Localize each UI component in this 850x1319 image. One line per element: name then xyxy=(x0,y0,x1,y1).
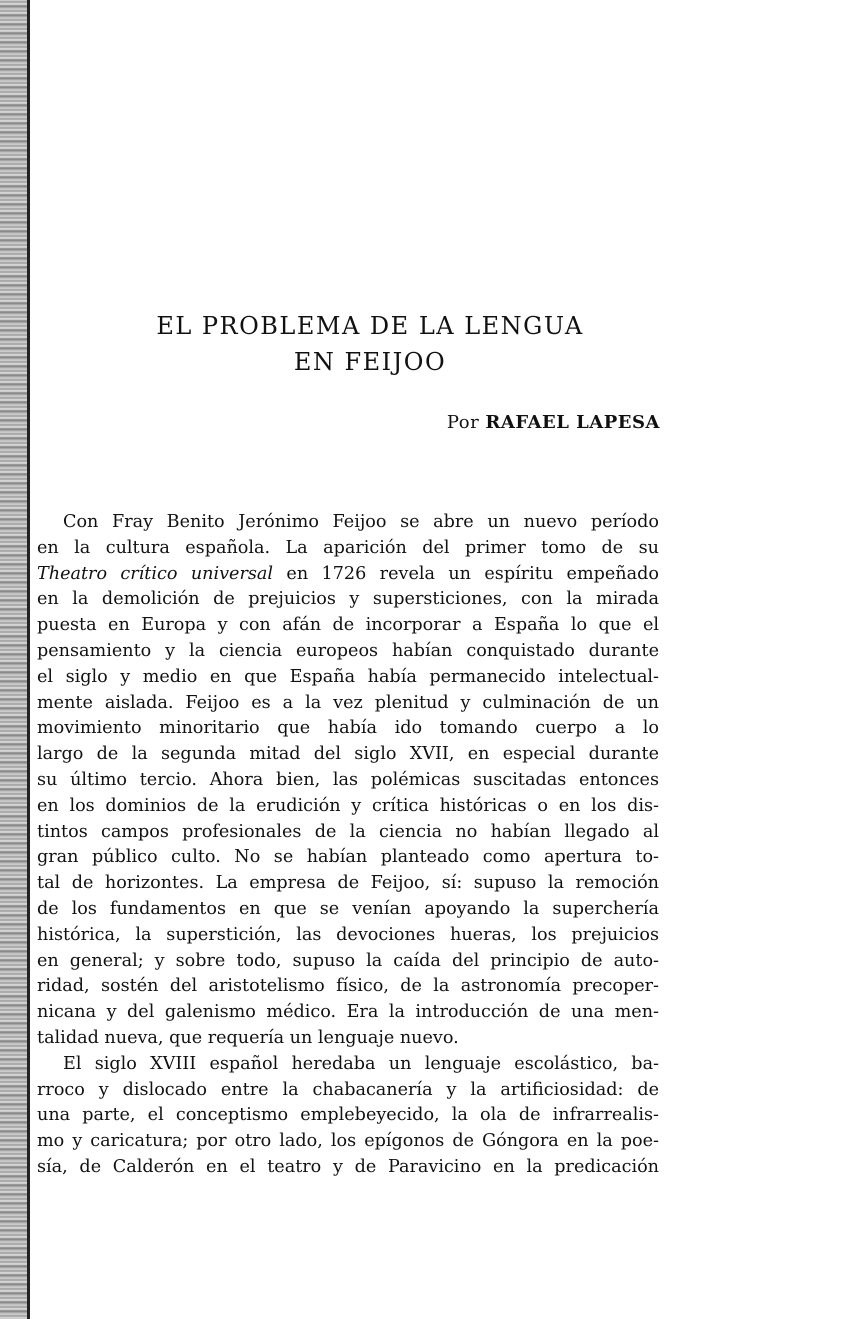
title-line-2: EN FEIJOO xyxy=(293,348,447,376)
body-line: Theatro crítico universal en 1726 revela un espíritu empeñado xyxy=(37,563,659,584)
body-line: gran público culto. No se habían planteado como apertura to- xyxy=(37,847,659,868)
body-line: rroco y dislocado entre la chabacanería y la artificiosidad: de xyxy=(37,1079,659,1100)
body-line: en general; y sobre todo, supuso la caída del principio de auto- xyxy=(37,950,659,971)
body-line: mo y caricatura; por otro lado, los epígonos de Góngora en la poe- xyxy=(37,1131,659,1152)
body-text xyxy=(37,510,659,1181)
title-line-1: EL PROBLEMA DE LA LENGUA xyxy=(156,312,584,340)
body-line: una parte, el conceptismo emplebeyecido, la ola de infrarrealis- xyxy=(37,1105,659,1126)
body-line: movimiento minoritario que había ido tomando cuerpo a lo xyxy=(37,718,659,739)
body-line: tintos campos profesionales de la ciencia no habían llegado al xyxy=(37,821,659,842)
article-title xyxy=(90,308,650,380)
body-line: talidad nueva, que requería un lenguaje nuevo. xyxy=(37,1027,459,1048)
byline-prefix: Por xyxy=(446,412,486,433)
body-line: ridad, sostén del aristotelismo físico, de la astronomía precoper- xyxy=(37,976,659,997)
body-line: pensamiento y la ciencia europeos habían conquistado durante xyxy=(37,640,659,661)
body-line: tal de horizontes. La empresa de Feijoo, sí: supuso la remoción xyxy=(37,873,659,894)
body-line: sía, de Calderón en el teatro y de Paravicino en la predicación xyxy=(37,1156,659,1177)
body-line: histórica, la superstición, las devociones hueras, los prejuicios xyxy=(37,924,659,945)
body-line: Con Fray Benito Jerónimo Feijoo se abre un nuevo período xyxy=(63,512,659,532)
body-line: nicana y del galenismo médico. Era la introducción de una men- xyxy=(37,1002,659,1023)
body-line: en la cultura española. La aparición del primer tomo de su xyxy=(37,537,659,558)
body-line: mente aislada. Feijoo es a la vez plenitud y culminación de un xyxy=(37,692,659,713)
body-line: en los dominios de la erudición y crítica históricas o en los dis- xyxy=(37,795,659,816)
scan-gutter xyxy=(0,0,30,1319)
byline-author: RAFAEL LAPESA xyxy=(485,412,660,433)
body-line: largo de la segunda mitad del siglo XVII, en especial durante xyxy=(37,744,659,765)
body-line: su último tercio. Ahora bien, las polémicas suscitadas entonces xyxy=(37,769,659,790)
byline xyxy=(447,412,660,433)
body-line: de los fundamentos en que se venían apoyando la superchería xyxy=(37,898,659,919)
body-line: puesta en Europa y con afán de incorporar a España lo que el xyxy=(37,615,659,636)
body-line: el siglo y medio en que España había permanecido intelectual- xyxy=(37,666,659,687)
body-line: El siglo XVIII español heredaba un lenguaje escolástico, ba- xyxy=(63,1053,659,1074)
book-title: Theatro crítico universal xyxy=(37,563,274,584)
body-line: en la demolición de prejuicios y supersticiones, con la mirada xyxy=(37,589,659,610)
